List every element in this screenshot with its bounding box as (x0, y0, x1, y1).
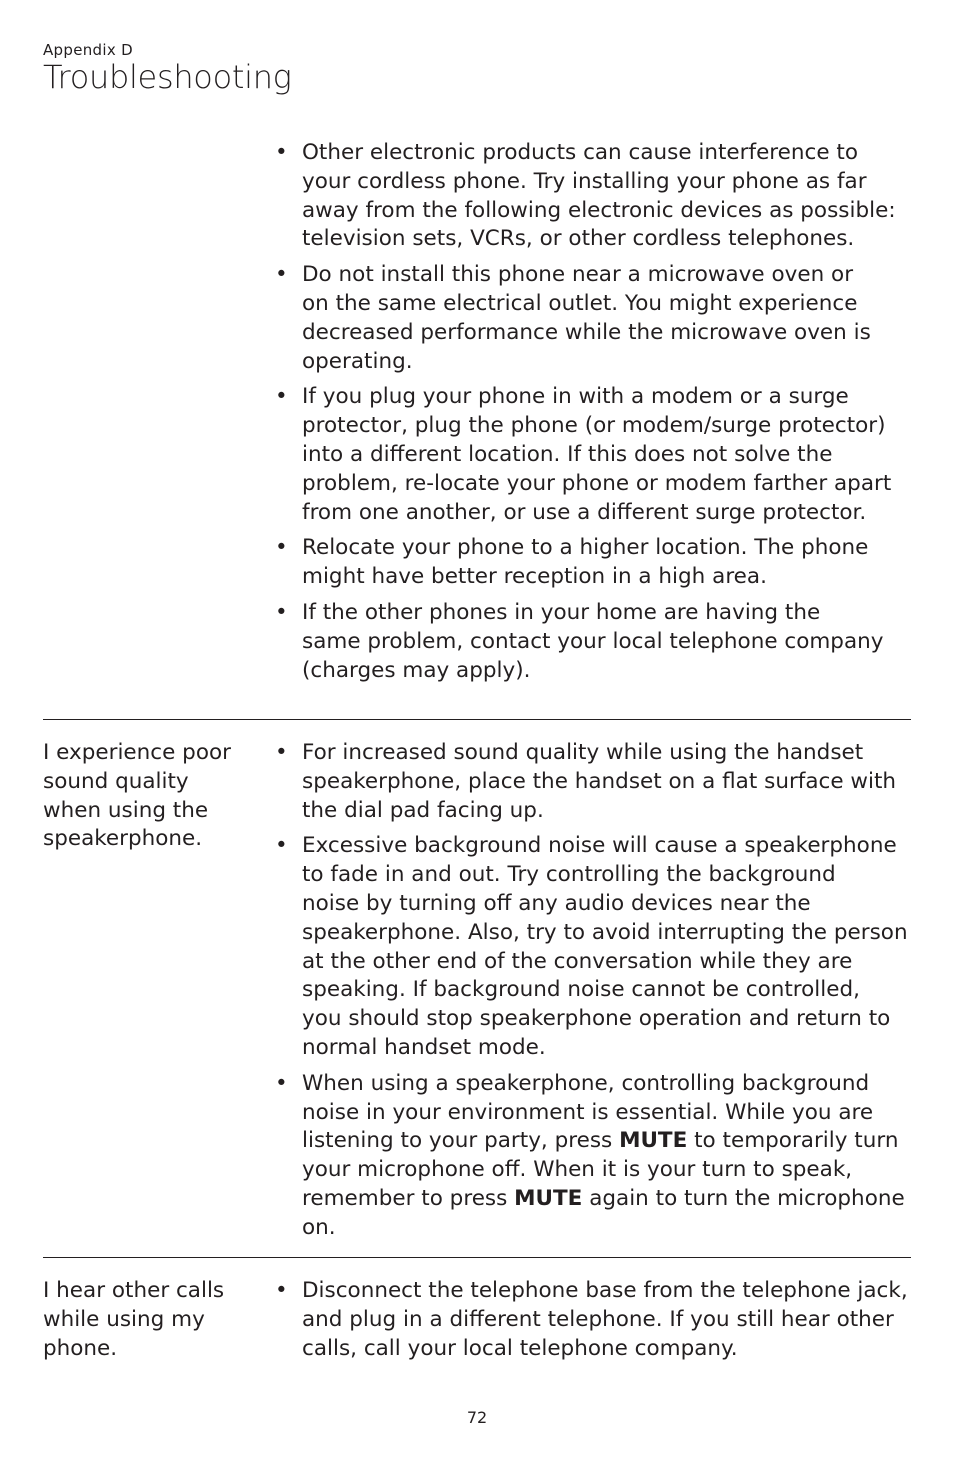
bullet-icon: • (275, 140, 288, 165)
solution-text: again to turn the microphone (582, 1185, 905, 1211)
bullet-icon: • (275, 1278, 288, 1303)
problem-line: phone. (43, 1335, 118, 1361)
solution-line (302, 1185, 913, 1214)
bullet-icon: • (275, 1070, 288, 1096)
solution-item (273, 832, 913, 1062)
solution-line: decreased performance while the microwave oven is (302, 319, 871, 345)
solution-item (273, 383, 913, 527)
solution-item (273, 534, 913, 592)
solution-line: television sets, VCRs, or other cordless telephones. (302, 226, 855, 252)
section-divider (43, 1257, 911, 1258)
solution-line: Do not install this phone near a microwave oven or (302, 262, 854, 288)
problem-line: speakerphone. (43, 826, 203, 852)
solution-line: noise in your environment is essential. While you are (302, 1099, 874, 1125)
solution-line: normal handset mode. (302, 1034, 546, 1060)
problem-line: I hear other calls (43, 1278, 225, 1303)
appendix-label: Appendix D (43, 41, 133, 59)
solution-text: listening to your party, press (302, 1128, 620, 1154)
problem-line: sound quality (43, 768, 189, 794)
bullet-icon: • (275, 599, 288, 625)
problem-text (43, 739, 243, 854)
solution-text: to temporarily turn (687, 1128, 899, 1154)
solution-list (273, 139, 913, 692)
solution-line: problem, re-locate your phone or modem farther apart (302, 470, 892, 496)
problem-line: I experience poor (43, 740, 231, 765)
bullet-icon: • (275, 384, 288, 410)
solution-item (273, 261, 913, 376)
solution-line: you should stop speakerphone operation and return to (302, 1006, 891, 1032)
solution-list (273, 739, 913, 1250)
solution-line: If the other phones in your home are having the (302, 599, 821, 625)
solution-line: If you plug your phone in with a modem or a surge (302, 384, 849, 410)
solution-item (273, 739, 913, 825)
solution-line: might have better reception in a high area. (302, 564, 767, 590)
solution-line: Other electronic products can cause interference to (302, 140, 858, 165)
page-number: 72 (466, 1408, 488, 1427)
solution-line: away from the following electronic devices as possible: (302, 197, 896, 223)
solution-item (273, 599, 913, 685)
solution-item (273, 139, 913, 254)
problem-line: when using the (43, 797, 209, 823)
solution-line: speakerphone. Also, try to avoid interrupting the person (302, 919, 908, 945)
bullet-icon: • (275, 262, 288, 288)
solution-line: Excessive background noise will cause a speakerphone (302, 833, 897, 859)
bullet-icon: • (275, 535, 288, 561)
solution-item (273, 1277, 913, 1363)
solution-line: on. (302, 1214, 336, 1240)
solution-line: your cordless phone. Try installing your phone as far (302, 168, 867, 194)
solution-line: into a different location. If this does not solve the (302, 441, 833, 467)
section-divider (43, 719, 911, 720)
solution-line: For increased sound quality while using the handset (302, 740, 864, 765)
solution-line: to fade in and out. Try controlling the background (302, 862, 836, 888)
mute-key-label: MUTE (619, 1128, 688, 1154)
solution-line: Relocate your phone to a higher location. The phone (302, 535, 869, 561)
solution-line: and plug in a different telephone. If you still hear other (302, 1306, 894, 1332)
solution-line: (charges may apply). (302, 657, 531, 683)
solution-line: at the other end of the conversation while they are (302, 948, 853, 974)
mute-key-label: MUTE (514, 1185, 583, 1211)
solution-line: Disconnect the telephone base from the telephone jack, (302, 1278, 908, 1303)
solution-list (273, 1277, 913, 1370)
page-title: Troubleshooting (43, 58, 292, 96)
solution-line: When using a speakerphone, controlling background (302, 1070, 870, 1096)
solution-line: on the same electrical outlet. You might experience (302, 290, 858, 316)
solution-line: protector, plug the phone (or modem/surge protector) (302, 413, 886, 439)
problem-text (43, 1277, 243, 1363)
problem-line: while using my (43, 1306, 205, 1332)
bullet-icon: • (275, 740, 288, 765)
solution-line: your microphone off. When it is your turn to speak, (302, 1157, 853, 1183)
solution-item (273, 1070, 913, 1243)
solution-line: noise by turning off any audio devices near the (302, 890, 811, 916)
solution-line (302, 1127, 913, 1156)
solution-line: speakerphone, place the handset on a flat surface with (302, 768, 897, 794)
solution-line: the dial pad facing up. (302, 797, 544, 823)
solution-line: operating. (302, 348, 413, 374)
bullet-icon: • (275, 833, 288, 859)
solution-line: from one another, or use a different surge protector. (302, 499, 867, 525)
solution-line: same problem, contact your local telephone company (302, 628, 884, 654)
solution-line: calls, call your local telephone company. (302, 1335, 738, 1361)
solution-text: remember to press (302, 1185, 515, 1211)
solution-line: speaking. If background noise cannot be controlled, (302, 977, 860, 1003)
